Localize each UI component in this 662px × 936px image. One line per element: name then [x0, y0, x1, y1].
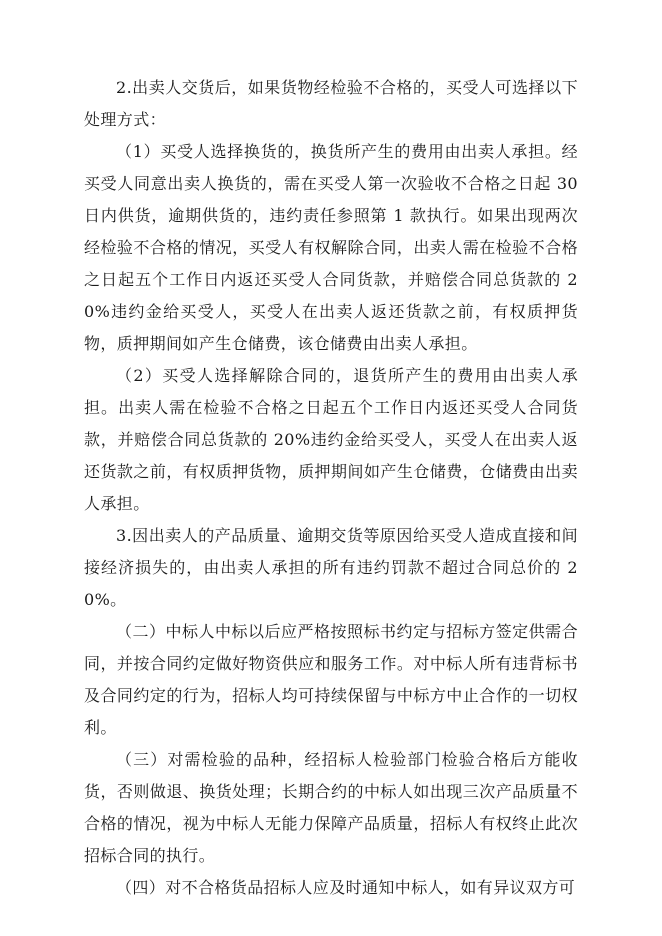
paragraph-contract-termination-option: （2）买受人选择解除合同的，退货所产生的费用由出卖人承担。出卖人需在检验不合格之日起五个工作日内返还买受人合同货款，并赔偿合同总货款的 20%违约金给买受人，买受人在出卖人返还货款之前，有权质押货物，质押期间如产生仓储费，仓储费由出卖人承担。 [84, 366, 578, 513]
paragraph-inspection-acceptance: （三）对需检验的品种，经招标人检验部门检验合格后方能收货，否则做退、换货处理；长期合约的中标人如出现三次产品质量不合格的情况，视为中标人无能力保障产品质量，招标人有权终止此次招标合同的执行。 [84, 750, 578, 865]
paragraph-economic-loss-liability: 3.因出卖人的产品质量、逾期交货等原因给买受人造成直接和间接经济损失的，由出卖人承担的所有违约罚款不超过合同总价的 20%。 [84, 526, 578, 609]
paragraph-bidder-obligations: （二）中标人中标以后应严格按照标书约定与招标方签定供需合同，并按合同约定做好物资供应和服务工作。对中标人所有违背标书及合同约定的行为，招标人均可持续保留与中标方中止合作的一切权利。 [84, 622, 578, 737]
paragraph-nonconforming-notification: （四）对不合格货品招标人应及时通知中标人，如有异议双方可 [116, 878, 576, 897]
paragraph-seller-delivery-inspection: 2.出卖人交货后，如果货物经检验不合格的，买受人可选择以下处理方式： [84, 78, 578, 129]
paragraph-replacement-option: （1）买受人选择换货的，换货所产生的费用由出卖人承担。经买受人同意出卖人换货的，需在买受人第一次验收不合格之日起 30 日内供货，逾期供货的，违约责任参照第 1 款执行。如果出现两次经检验不合格的情况，买受人有权解除合同，出卖人需在检验不合格之日起五个工作日内返还买受人合同货款，并赔偿合同总货款的 20%违约金给买受人，买受人在出卖人返还货款之前，有权质押货物，质押期间如产生仓储费，该仓储费由出卖人承担。 [84, 142, 578, 353]
